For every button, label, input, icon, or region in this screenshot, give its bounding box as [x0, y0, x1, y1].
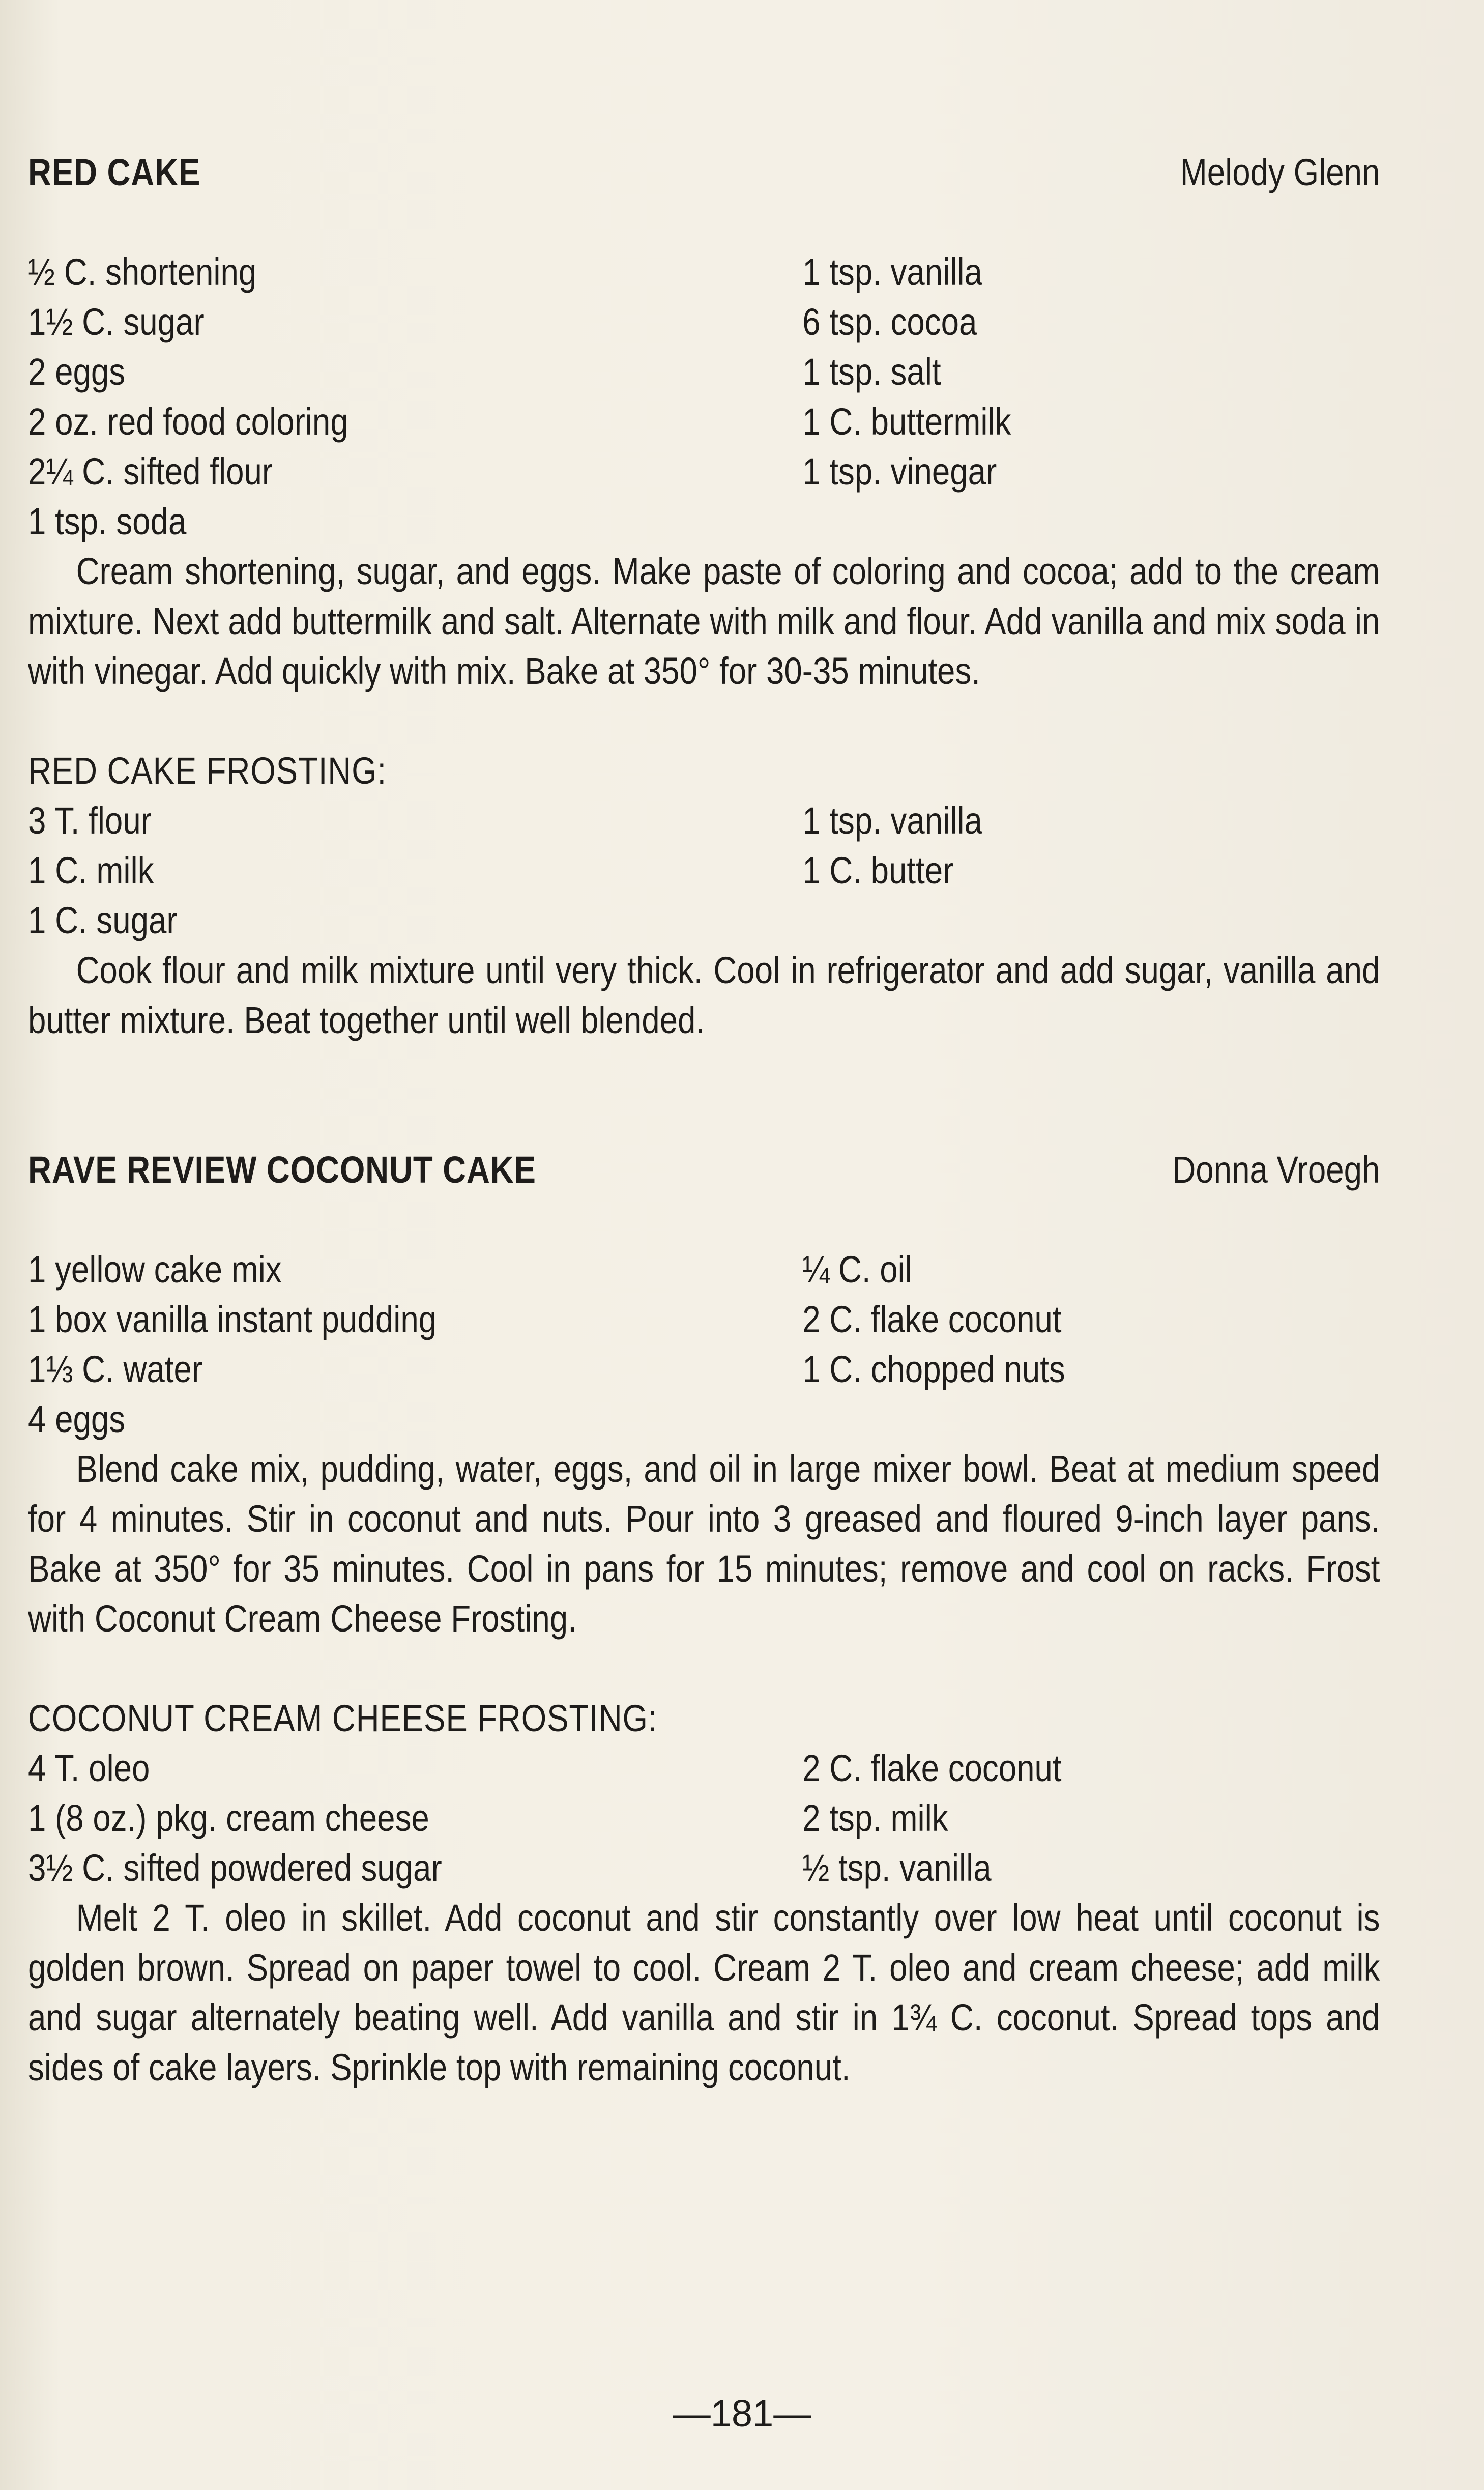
- ingredient: ½ C. shortening: [28, 251, 257, 293]
- ingredient: 2 oz. red food coloring: [28, 400, 348, 443]
- frosting-title: COCONUT CREAM CHEESE FROSTING:: [28, 1697, 658, 1739]
- ingredient: [802, 1394, 1380, 1444]
- frosting-ingredient-list: [28, 796, 1380, 946]
- ingredient: 1 tsp. vinegar: [802, 450, 997, 493]
- ingredient: 1 C. butter: [802, 849, 954, 892]
- ingredient: 2 C. flake coconut: [802, 1298, 1062, 1340]
- ingredient: 1½ C. sugar: [28, 301, 205, 343]
- page-number: —181—: [673, 2392, 811, 2435]
- ingredient: ¼ C. oil: [802, 1248, 912, 1291]
- ingredient: 3½ C. sifted powdered sugar: [28, 1847, 442, 1889]
- recipe-instructions: Blend cake mix, pudding, water, eggs, and oil in large mixer bowl. Beat at medium speed for 4 minutes. Stir in coconut and nuts. Pour into 3 greased and floured 9-inch layer pans. Bake at 350° for 35 minutes. Cool in pans for 15 minutes; remove and cool on racks. Frost with Coconut Cream Cheese Frosting.: [28, 1448, 1380, 1640]
- recipe-author: Melody Glenn: [1180, 151, 1380, 193]
- ingredient: 3 T. flour: [28, 799, 152, 842]
- recipe-title: RAVE REVIEW COCONUT CAKE: [28, 1149, 536, 1191]
- frosting-instructions: Cook flour and milk mixture until very thick. Cool in refrigerator and add sugar, vanilla and butter mixture. Beat together until well blended.: [28, 949, 1380, 1041]
- ingredient: 1 tsp. vanilla: [802, 251, 982, 293]
- frosting-title: RED CAKE FROSTING:: [28, 750, 387, 792]
- ingredient: 1 C. buttermilk: [802, 400, 1011, 443]
- ingredient: 2 eggs: [28, 351, 126, 393]
- ingredient: 1 C. milk: [28, 849, 154, 892]
- ingredient: 1 tsp. soda: [28, 500, 187, 542]
- ingredient: 1 tsp. salt: [802, 351, 941, 393]
- ingredient-list: [28, 1245, 1380, 1444]
- recipe-instructions: Cream shortening, sugar, and eggs. Make paste of coloring and cocoa; add to the cream mixture. Next add buttermilk and salt. Alternate with milk and flour. Add vanilla and mix soda in with vinegar. Add quickly with mix. Bake at 350° for 30-35 minutes.: [28, 550, 1380, 692]
- frosting-instructions: Melt 2 T. oleo in skillet. Add coconut and stir constantly over low heat until coconut is golden brown. Spread on paper towel to cool. Cream 2 T. oleo and cream cheese; add milk and sugar alternately beating well. Add vanilla and stir in 1¾ C. coconut. Spread tops and sides of cake layers. Sprinkle top with remaining coconut.: [28, 1897, 1380, 2088]
- spacer: [28, 1644, 1380, 1694]
- spacer: [28, 696, 1380, 746]
- spacer: [28, 1045, 1380, 1145]
- ingredient: 1 (8 oz.) pkg. cream cheese: [28, 1797, 429, 1839]
- recipe-title: RED CAKE: [28, 151, 201, 193]
- ingredient-list: [28, 247, 1380, 547]
- page-content: [28, 148, 1380, 2093]
- ingredient: 1⅓ C. water: [28, 1348, 203, 1390]
- ingredient: 1 yellow cake mix: [28, 1248, 282, 1291]
- ingredient: [802, 896, 1380, 946]
- frosting-ingredient-list: [28, 1743, 1380, 1893]
- recipe-header: [28, 1145, 1380, 1195]
- recipe-coconut-cake: [28, 1145, 1380, 2093]
- ingredient: 6 tsp. cocoa: [802, 301, 977, 343]
- ingredient: 1 tsp. vanilla: [802, 799, 982, 842]
- ingredient: 1 box vanilla instant pudding: [28, 1298, 437, 1340]
- recipe-red-cake: [28, 148, 1380, 1045]
- ingredient: 4 eggs: [28, 1398, 126, 1440]
- ingredient: 1 C. chopped nuts: [802, 1348, 1065, 1390]
- ingredient: 2 C. flake coconut: [802, 1747, 1062, 1789]
- ingredient: 2 tsp. milk: [802, 1797, 948, 1839]
- ingredient: 2¼ C. sifted flour: [28, 450, 273, 493]
- ingredient: 4 T. oleo: [28, 1747, 150, 1789]
- ingredient: [802, 497, 1380, 547]
- ingredient: 1 C. sugar: [28, 899, 178, 941]
- recipe-header: [28, 148, 1380, 197]
- recipe-author: Donna Vroegh: [1172, 1149, 1380, 1191]
- ingredient: ½ tsp. vanilla: [802, 1847, 992, 1889]
